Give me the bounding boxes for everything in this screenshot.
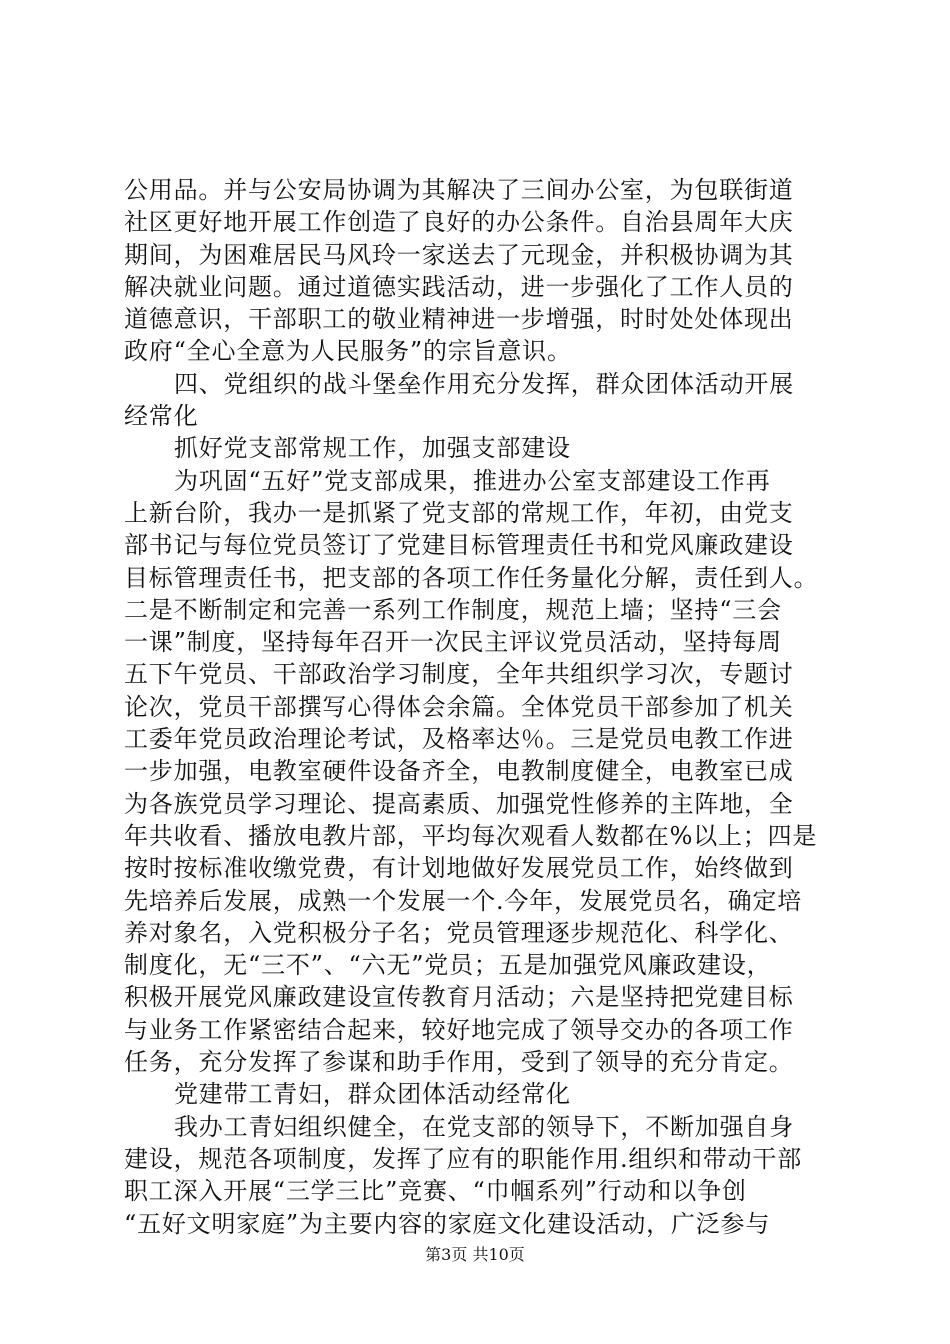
text-line: 年共收看、播放电教片部，平均每次观看人数都在%以上；四是 [124,821,818,850]
text-line: 为巩固“五好”党支部成果，推进办公室支部建设工作再 [174,466,771,495]
text-line: 四、党组织的战斗堡垒作用充分发挥，群众团体活动开展 [174,369,794,398]
text-line: 职工深入开展“三学三比”竞赛、“巾帼系列”行动和以争创 [124,1177,747,1206]
text-line: 五下午党员、干部政治学习制度，全年共组织学习次，专题讨 [124,660,794,689]
text-line: 部书记与每位党员签订了党建目标管理责任书和党风廉政建设 [124,531,794,560]
text-line: 任务，充分发挥了参谋和助手作用，受到了领导的充分肯定。 [124,1048,794,1077]
text-line: 制度化，无“三不”、“六无”党员；五是加强党风廉政建设， [124,951,772,980]
text-line: 为各族党员学习理论、提高素质、加强党性修养的主阵地，全 [124,789,794,818]
text-line: 按时按标准收缴党费，有计划地做好发展党员工作，始终做到 [124,854,794,883]
text-line: 论次，党员干部撰写心得体会余篇。全体党员干部参加了机关 [124,692,794,721]
text-line: 积极开展党风廉政建设宣传教育月活动；六是坚持把党建目标 [124,983,794,1012]
text-line: 解决就业问题。通过道德实践活动，进一步强化了工作人员的 [124,272,794,301]
text-line: 我办工青妇组织健全，在党支部的领导下，不断加强自身 [174,1112,794,1141]
page-number-footer: 第3页 共10页 [425,1245,525,1264]
text-line: 经常化 [124,402,199,431]
text-line: 养对象名，入党积极分子名；党员管理逐步规范化、科学化、 [124,918,794,947]
text-line: 抓好党支部常规工作，加强支部建设 [174,434,571,463]
text-line: 社区更好地开展工作创造了良好的办公条件。自治县周年大庆 [124,208,794,237]
text-line: 先培养后发展，成熟一个发展一个.今年，发展党员名，确定培 [124,886,803,915]
text-line: 工委年党员政治理论考试，及格率达％。三是党员电教工作进 [124,725,794,754]
document-body [124,174,844,1240]
text-line: 一课”制度，坚持每年召开一次民主评议党员活动，坚持每周 [124,628,782,657]
text-line: 党建带工青妇，群众团体活动经常化 [174,1080,571,1109]
text-line: 道德意识，干部职工的敬业精神进一步增强，时时处处体现出 [124,305,794,334]
text-line: 公用品。并与公安局协调为其解决了三间办公室，为包联街道 [124,176,794,204]
text-line: 政府“全心全意为人民服务”的宗旨意识。 [124,337,572,366]
text-line: 上新台阶，我办一是抓紧了党支部的常规工作，年初，由党支 [124,498,794,527]
text-line: “五好文明家庭”为主要内容的家庭文化建设活动，广泛参与 [124,1209,771,1238]
text-line: 目标管理责任书，把支部的各项工作任务量化分解，责任到人。 [124,563,819,592]
text-line: 一步加强，电教室硬件设备齐全，电教制度健全，电教室已成 [124,757,794,786]
text-line: 建设，规范各项制度，发挥了应有的职能作用.组织和带动干部 [124,1144,803,1173]
text-line: 二是不断制定和完善一系列工作制度，规范上墙；坚持“三会 [124,595,782,624]
text-line: 与业务工作紧密结合起来，较好地完成了领导交办的各项工作 [124,1015,794,1044]
text-line: 期间，为困难居民马风玲一家送去了元现金，并积极协调为其 [124,240,794,269]
